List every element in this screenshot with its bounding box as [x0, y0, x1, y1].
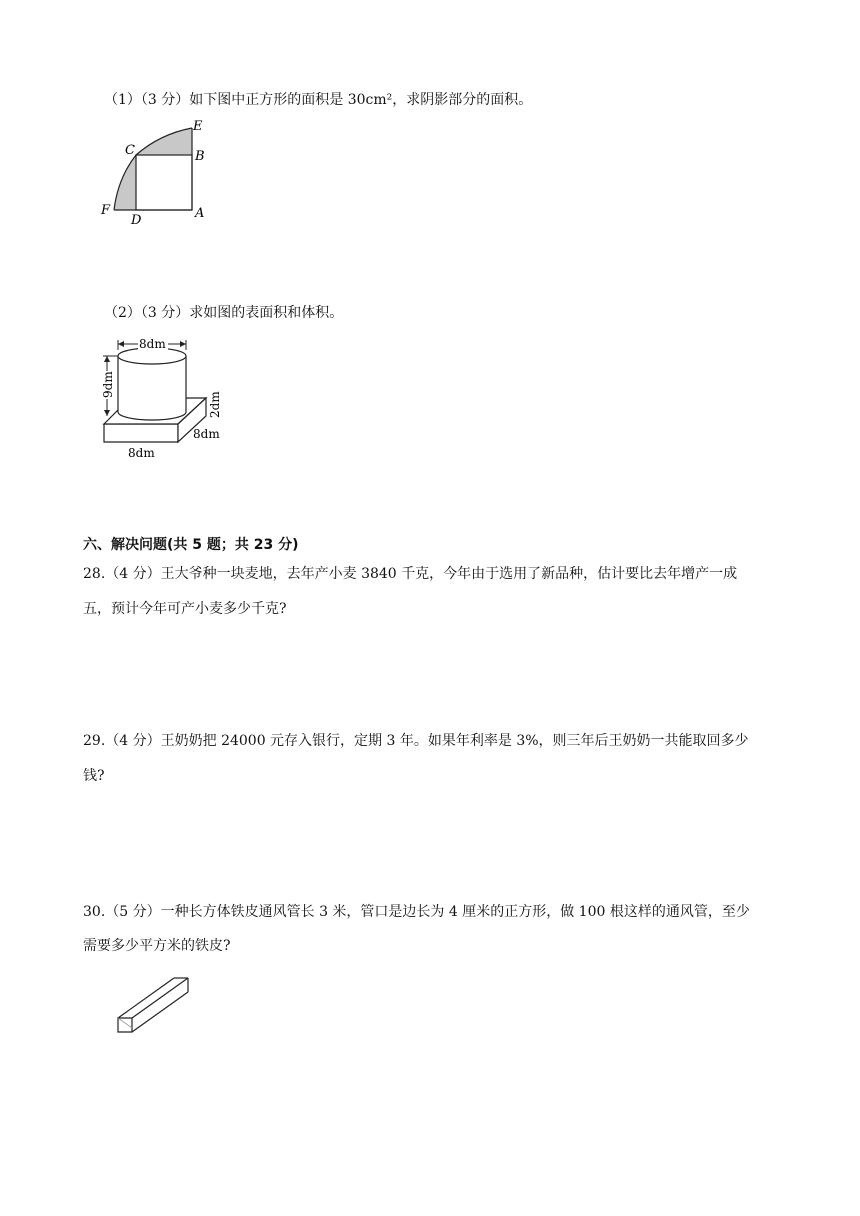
label-E: E: [193, 119, 203, 134]
dim-base-height: 2dm: [208, 391, 222, 418]
cylinder-on-prism-figure: [96, 332, 236, 464]
label-D: D: [131, 213, 142, 226]
label-B: B: [195, 149, 205, 164]
question-29-line2: 钱?: [83, 768, 105, 784]
label-A: A: [195, 206, 205, 221]
label-F: F: [101, 203, 111, 218]
question-29-line1: 29.（4 分）王奶奶把 24000 元存入银行，定期 3 年。如果年利率是 3%，则三年后王奶奶一共能取回多少: [83, 733, 749, 749]
question-2-text: （2）（3 分）求如图的表面积和体积。: [104, 305, 344, 321]
dim-base-depth: 8dm: [193, 427, 220, 441]
question-30-line2: 需要多少平方米的铁皮?: [83, 938, 231, 954]
section-6-heading: 六、解决问题(共 5 题；共 23 分): [83, 537, 299, 553]
quarter-circle-figure: [96, 114, 216, 226]
question-1-text: （1）（3 分）如下图中正方形的面积是 30cm²，求阴影部分的面积。: [104, 92, 533, 108]
dim-base-width: 8dm: [128, 446, 155, 460]
shaded-region-left: [114, 155, 136, 210]
dim-top: 8dm: [139, 337, 166, 351]
question-28-line2: 五，预计今年可产小麦多少千克?: [83, 601, 287, 617]
shaded-region-top: [136, 128, 192, 155]
label-C: C: [125, 143, 135, 158]
dim-height: 9dm: [101, 371, 115, 398]
question-30-line1: 30.（5 分）一种长方体铁皮通风管长 3 米，管口是边长为 4 厘米的正方形，做 100 根这样的通风管，至少: [83, 904, 750, 920]
square-ABCD: [136, 155, 192, 210]
ventilation-pipe-figure: [112, 972, 196, 1042]
cylinder-body: [118, 356, 186, 420]
prism-front: [104, 424, 178, 442]
question-28-line1: 28.（4 分）王大爷种一块麦地，去年产小麦 3840 千克，今年由于选用了新品种，估计要比去年增产一成: [83, 566, 738, 582]
